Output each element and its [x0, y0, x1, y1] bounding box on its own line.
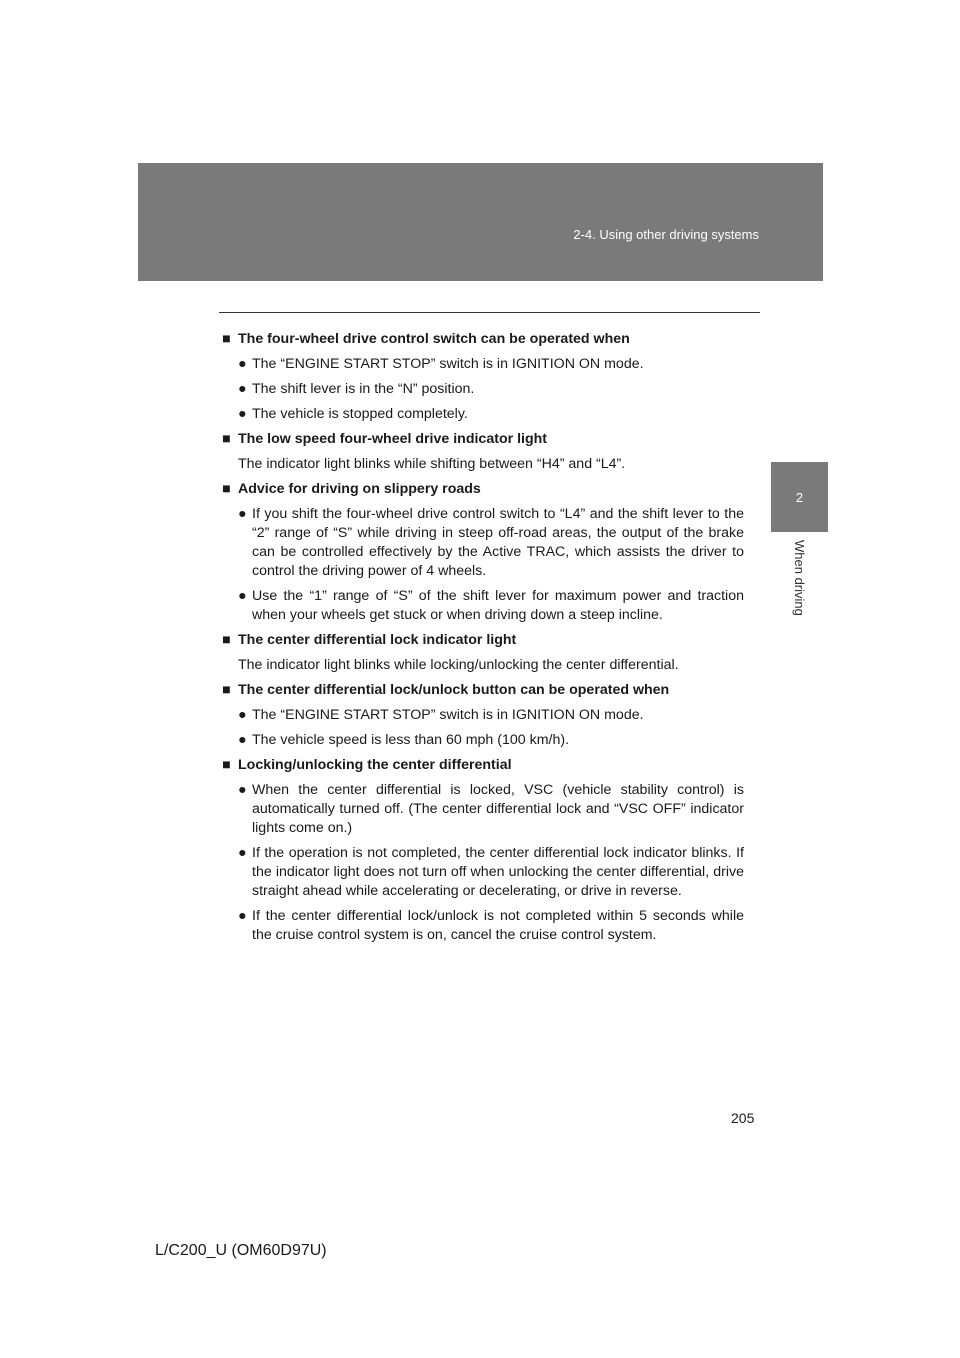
list-item-text: The “ENGINE START STOP” switch is in IGNITION ON mode.	[252, 707, 644, 723]
list-item-text: The “ENGINE START STOP” switch is in IGNITION ON mode.	[252, 356, 644, 372]
chapter-number: 2	[795, 490, 804, 505]
section-heading-text: The four-wheel drive control switch can be operated when	[238, 331, 630, 347]
square-bullet-icon: ■	[222, 632, 231, 648]
round-bullet-icon: ●	[238, 845, 247, 861]
list-item	[238, 587, 744, 625]
section-heading	[222, 681, 744, 700]
list-item-text: If the operation is not completed, the center differential lock indicator blinks. If the indicator light does not turn off when unlocking the center differential, drive straight ahead while accelerating or decelerating, or drive in reverse.	[252, 845, 744, 899]
round-bullet-icon: ●	[238, 506, 247, 522]
list-item	[238, 380, 744, 399]
list-item	[238, 405, 744, 424]
divider-rule	[219, 312, 760, 313]
square-bullet-icon: ■	[222, 757, 231, 773]
section-body: The indicator light blinks while locking/unlocking the center differential.	[238, 657, 679, 673]
list-item-text: The vehicle is stopped completely.	[252, 406, 468, 422]
list-item	[238, 505, 744, 581]
chapter-tab	[771, 462, 828, 532]
page-number: 205	[731, 1110, 755, 1126]
round-bullet-icon: ●	[238, 406, 247, 422]
round-bullet-icon: ●	[238, 707, 247, 723]
main-content	[222, 330, 744, 951]
list-item-text: When the center differential is locked, VSC (vehicle stability control) is automatically turned off. (The center differential lock and “VSC OFF” indicator lights come on.)	[252, 782, 744, 836]
list-item-text: If the center differential lock/unlock is not completed within 5 seconds while the cruise control system is on, cancel the cruise control system.	[252, 908, 744, 943]
list-item	[238, 907, 744, 945]
chapter-label: When driving	[792, 540, 807, 616]
list-item-text: The shift lever is in the “N” position.	[252, 381, 475, 397]
section-heading	[222, 480, 744, 499]
section-heading-text: The center differential lock/unlock button can be operated when	[238, 682, 670, 698]
section-heading	[222, 330, 744, 349]
list-item-text: If you shift the four-wheel drive control switch to “L4” and the shift lever to the “2” range of “S” while driving in steep off-road areas, the output of the brake can be controlled effectively by the Active TRAC, which assists the driver to control the driving power of 4 wheels.	[252, 506, 744, 579]
section-heading	[222, 631, 744, 650]
section-heading-text: The low speed four-wheel drive indicator light	[238, 431, 548, 447]
header-band	[138, 163, 823, 281]
section-body: The indicator light blinks while shifting between “H4” and “L4”.	[238, 456, 626, 472]
square-bullet-icon: ■	[222, 481, 231, 497]
section-heading	[222, 430, 744, 449]
square-bullet-icon: ■	[222, 331, 231, 347]
document-code: L/C200_U (OM60D97U)	[155, 1242, 327, 1259]
round-bullet-icon: ●	[238, 381, 247, 397]
section-title: 2-4. Using other driving systems	[573, 227, 759, 242]
round-bullet-icon: ●	[238, 588, 247, 604]
section-heading	[222, 756, 744, 775]
round-bullet-icon: ●	[238, 356, 247, 372]
list-item	[238, 844, 744, 901]
list-item-text: The vehicle speed is less than 60 mph (100 km/h).	[252, 732, 570, 748]
round-bullet-icon: ●	[238, 732, 247, 748]
section-heading-text: Advice for driving on slippery roads	[238, 481, 481, 497]
list-item	[238, 781, 744, 838]
list-item	[238, 355, 744, 374]
list-item	[238, 731, 744, 750]
section-heading-text: The center differential lock indicator light	[238, 632, 517, 648]
square-bullet-icon: ■	[222, 682, 231, 698]
round-bullet-icon: ●	[238, 782, 247, 798]
list-item	[238, 706, 744, 725]
section-heading-text: Locking/unlocking the center differential	[238, 757, 512, 773]
round-bullet-icon: ●	[238, 908, 247, 924]
square-bullet-icon: ■	[222, 431, 231, 447]
list-item-text: Use the “1” range of “S” of the shift lever for maximum power and traction when your wheels get stuck or when driving down a steep incline.	[252, 588, 744, 623]
